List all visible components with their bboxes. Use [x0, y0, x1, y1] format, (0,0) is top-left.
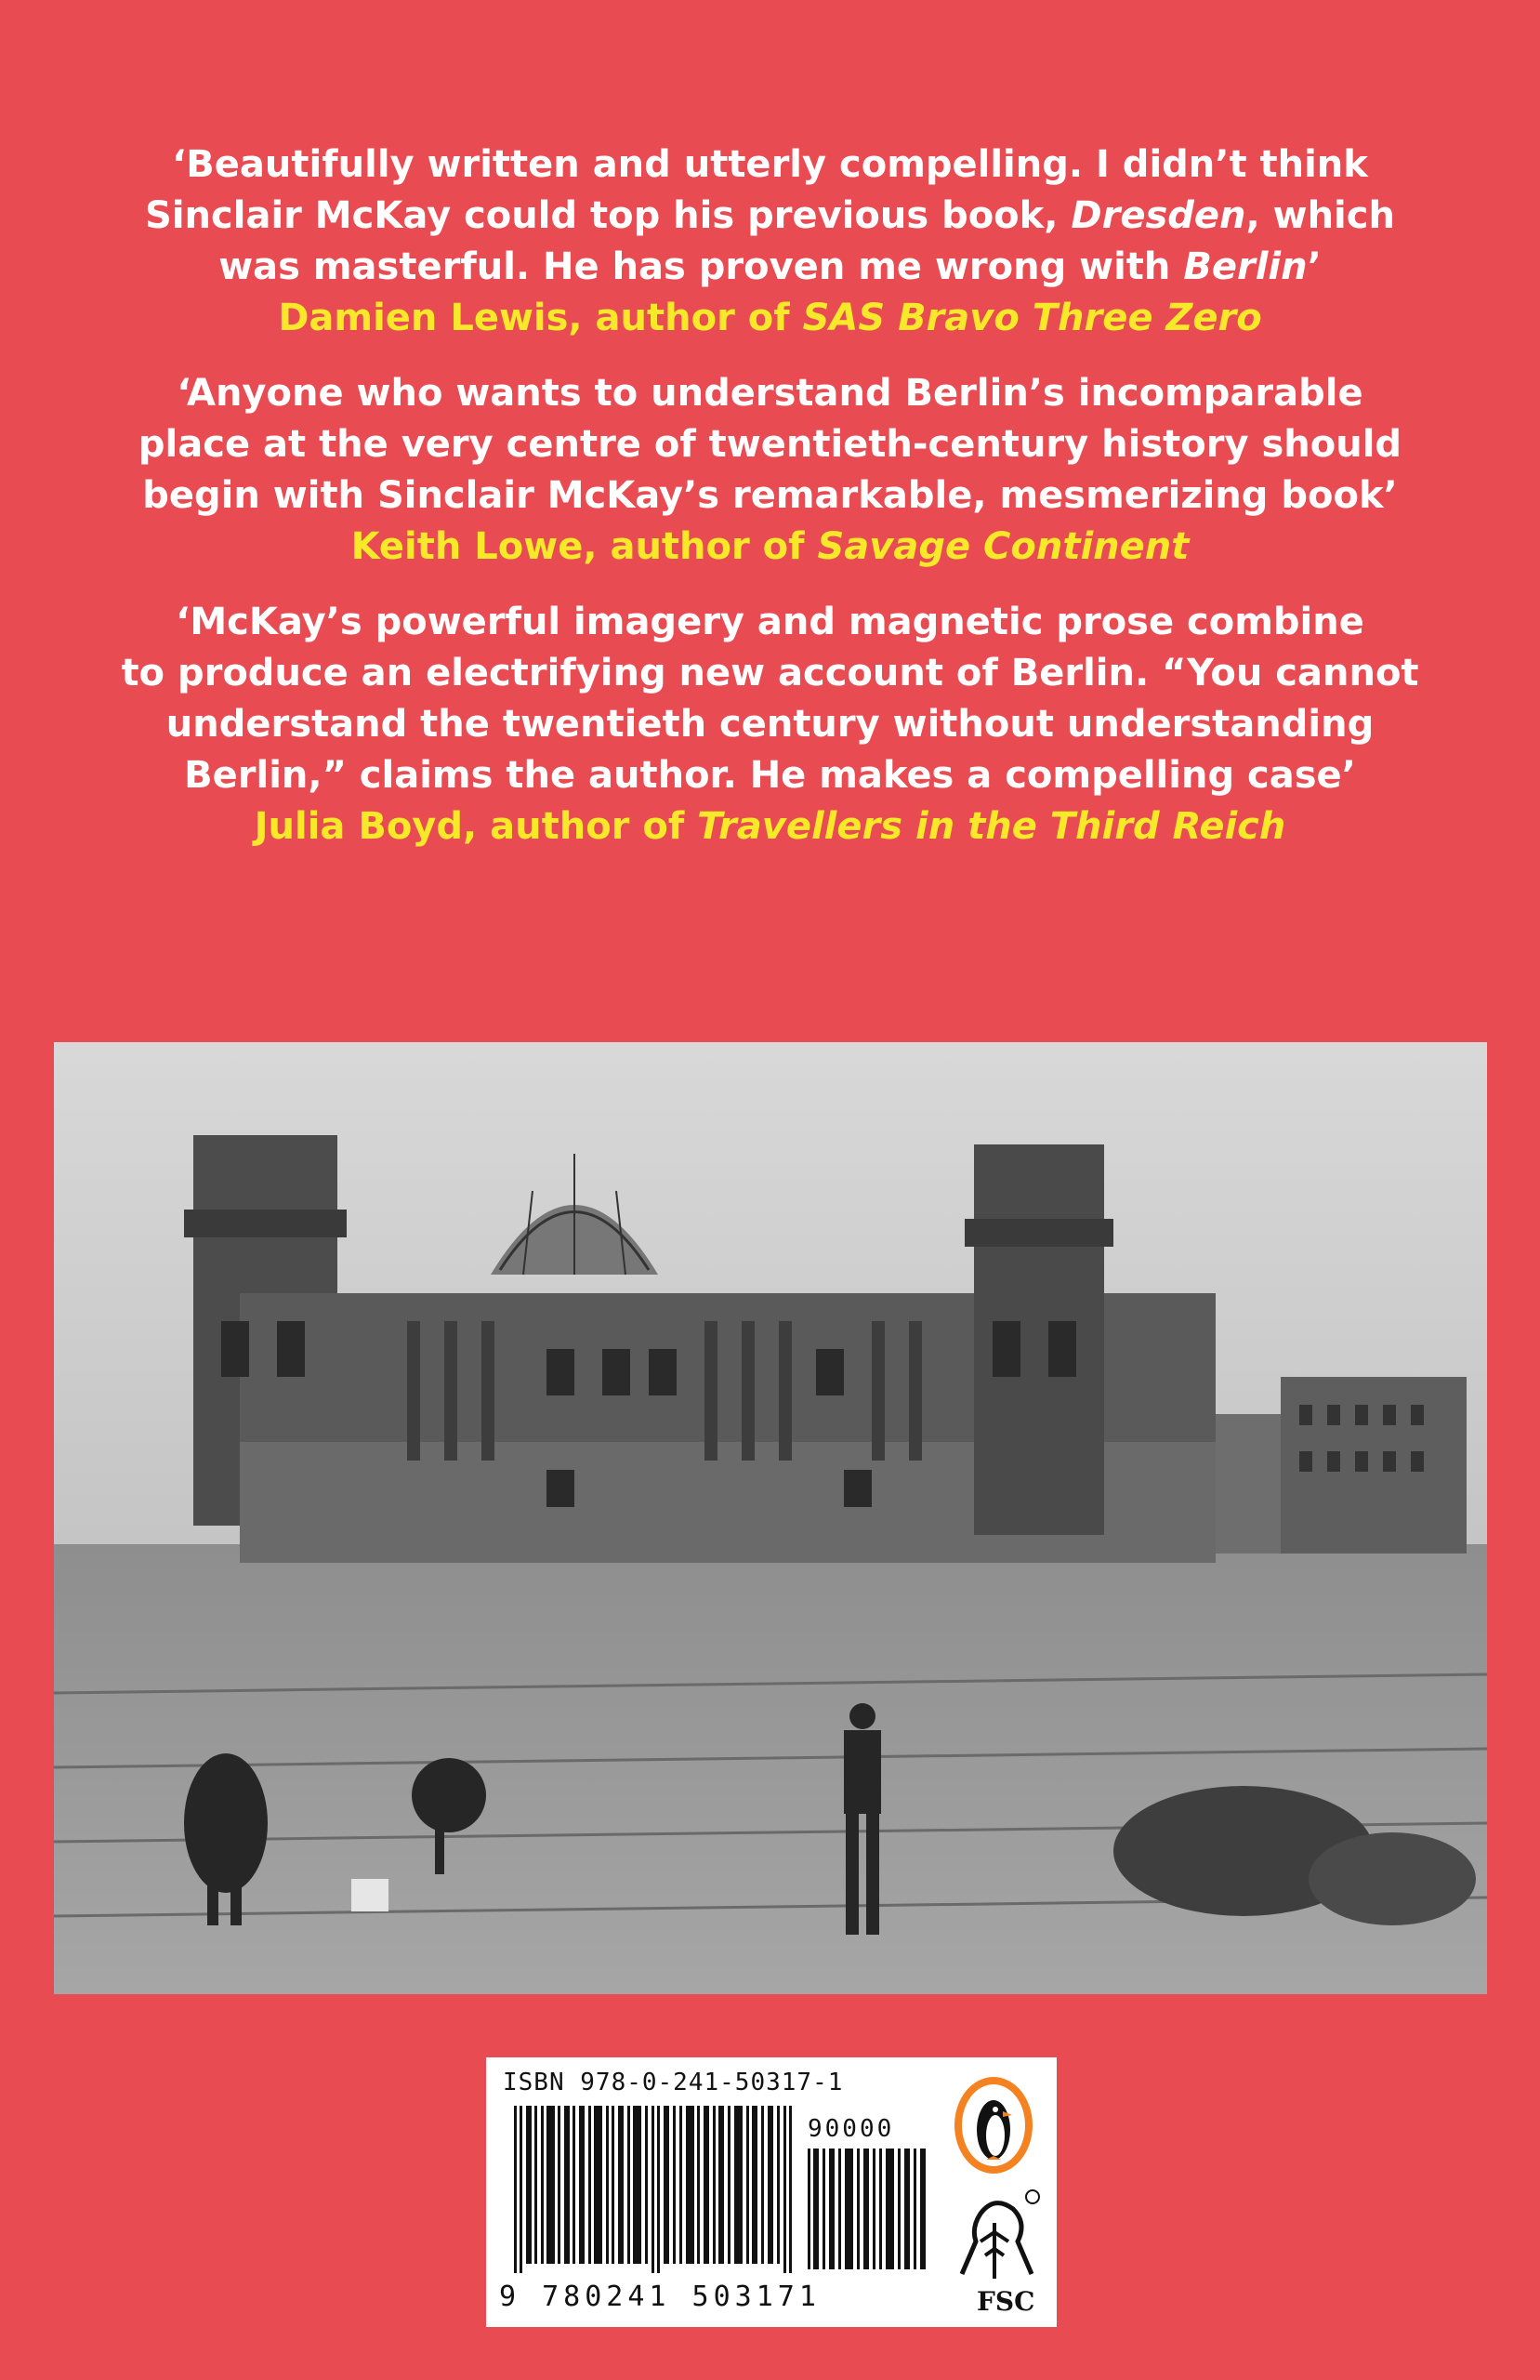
- quote-3-text: ‘McKay’s powerful imagery and magnetic prose combine to produce an electrifying new account of Berlin. “You cannot understand the twentieth century without understanding Berlin,” claims the author. He makes a compelling case’: [121, 601, 1419, 797]
- photo-illustration: [54, 1042, 1487, 1994]
- ean-digits: 9 780241 503171: [499, 2281, 821, 2313]
- fsc-logo-icon: [943, 2186, 1046, 2288]
- quote-1: [120, 139, 1421, 344]
- isbn-label: ISBN 978-0-241-50317-1: [503, 2069, 844, 2096]
- quote-1-attribution: Damien Lewis, author of SAS Bravo Three Zero: [278, 297, 1262, 339]
- reichstag-ruins-photo: [54, 1042, 1487, 1994]
- quote-2-attribution: Keith Lowe, author of Savage Continent: [350, 525, 1190, 568]
- quote-3-attribution: Julia Boyd, author of Travellers in the Third Reich: [254, 805, 1286, 848]
- barcode-panel: [486, 2057, 1057, 2327]
- quote-2: [120, 368, 1421, 573]
- price-code: 90000: [808, 2115, 895, 2143]
- penguin-logo-icon: [951, 2074, 1036, 2176]
- quote-2-text: ‘Anyone who wants to understand Berlin’s incomparable place at the very centre of twentieth-century history should begin with Sinclair McKay’s remarkable, mesmerizing book’: [138, 372, 1402, 517]
- add-on-barcode: [808, 2149, 928, 2269]
- quote-3: [120, 597, 1421, 853]
- back-cover-quotes: [0, 139, 1540, 877]
- fsc-label: FSC: [977, 2286, 1035, 2317]
- quote-1-text: ‘Beautifully written and utterly compelling. I didn’t think Sinclair McKay could top his previous book, Dresden, which was masterful. He has proven me wrong with Berlin’: [145, 143, 1395, 288]
- ean-barcode: [514, 2106, 802, 2273]
